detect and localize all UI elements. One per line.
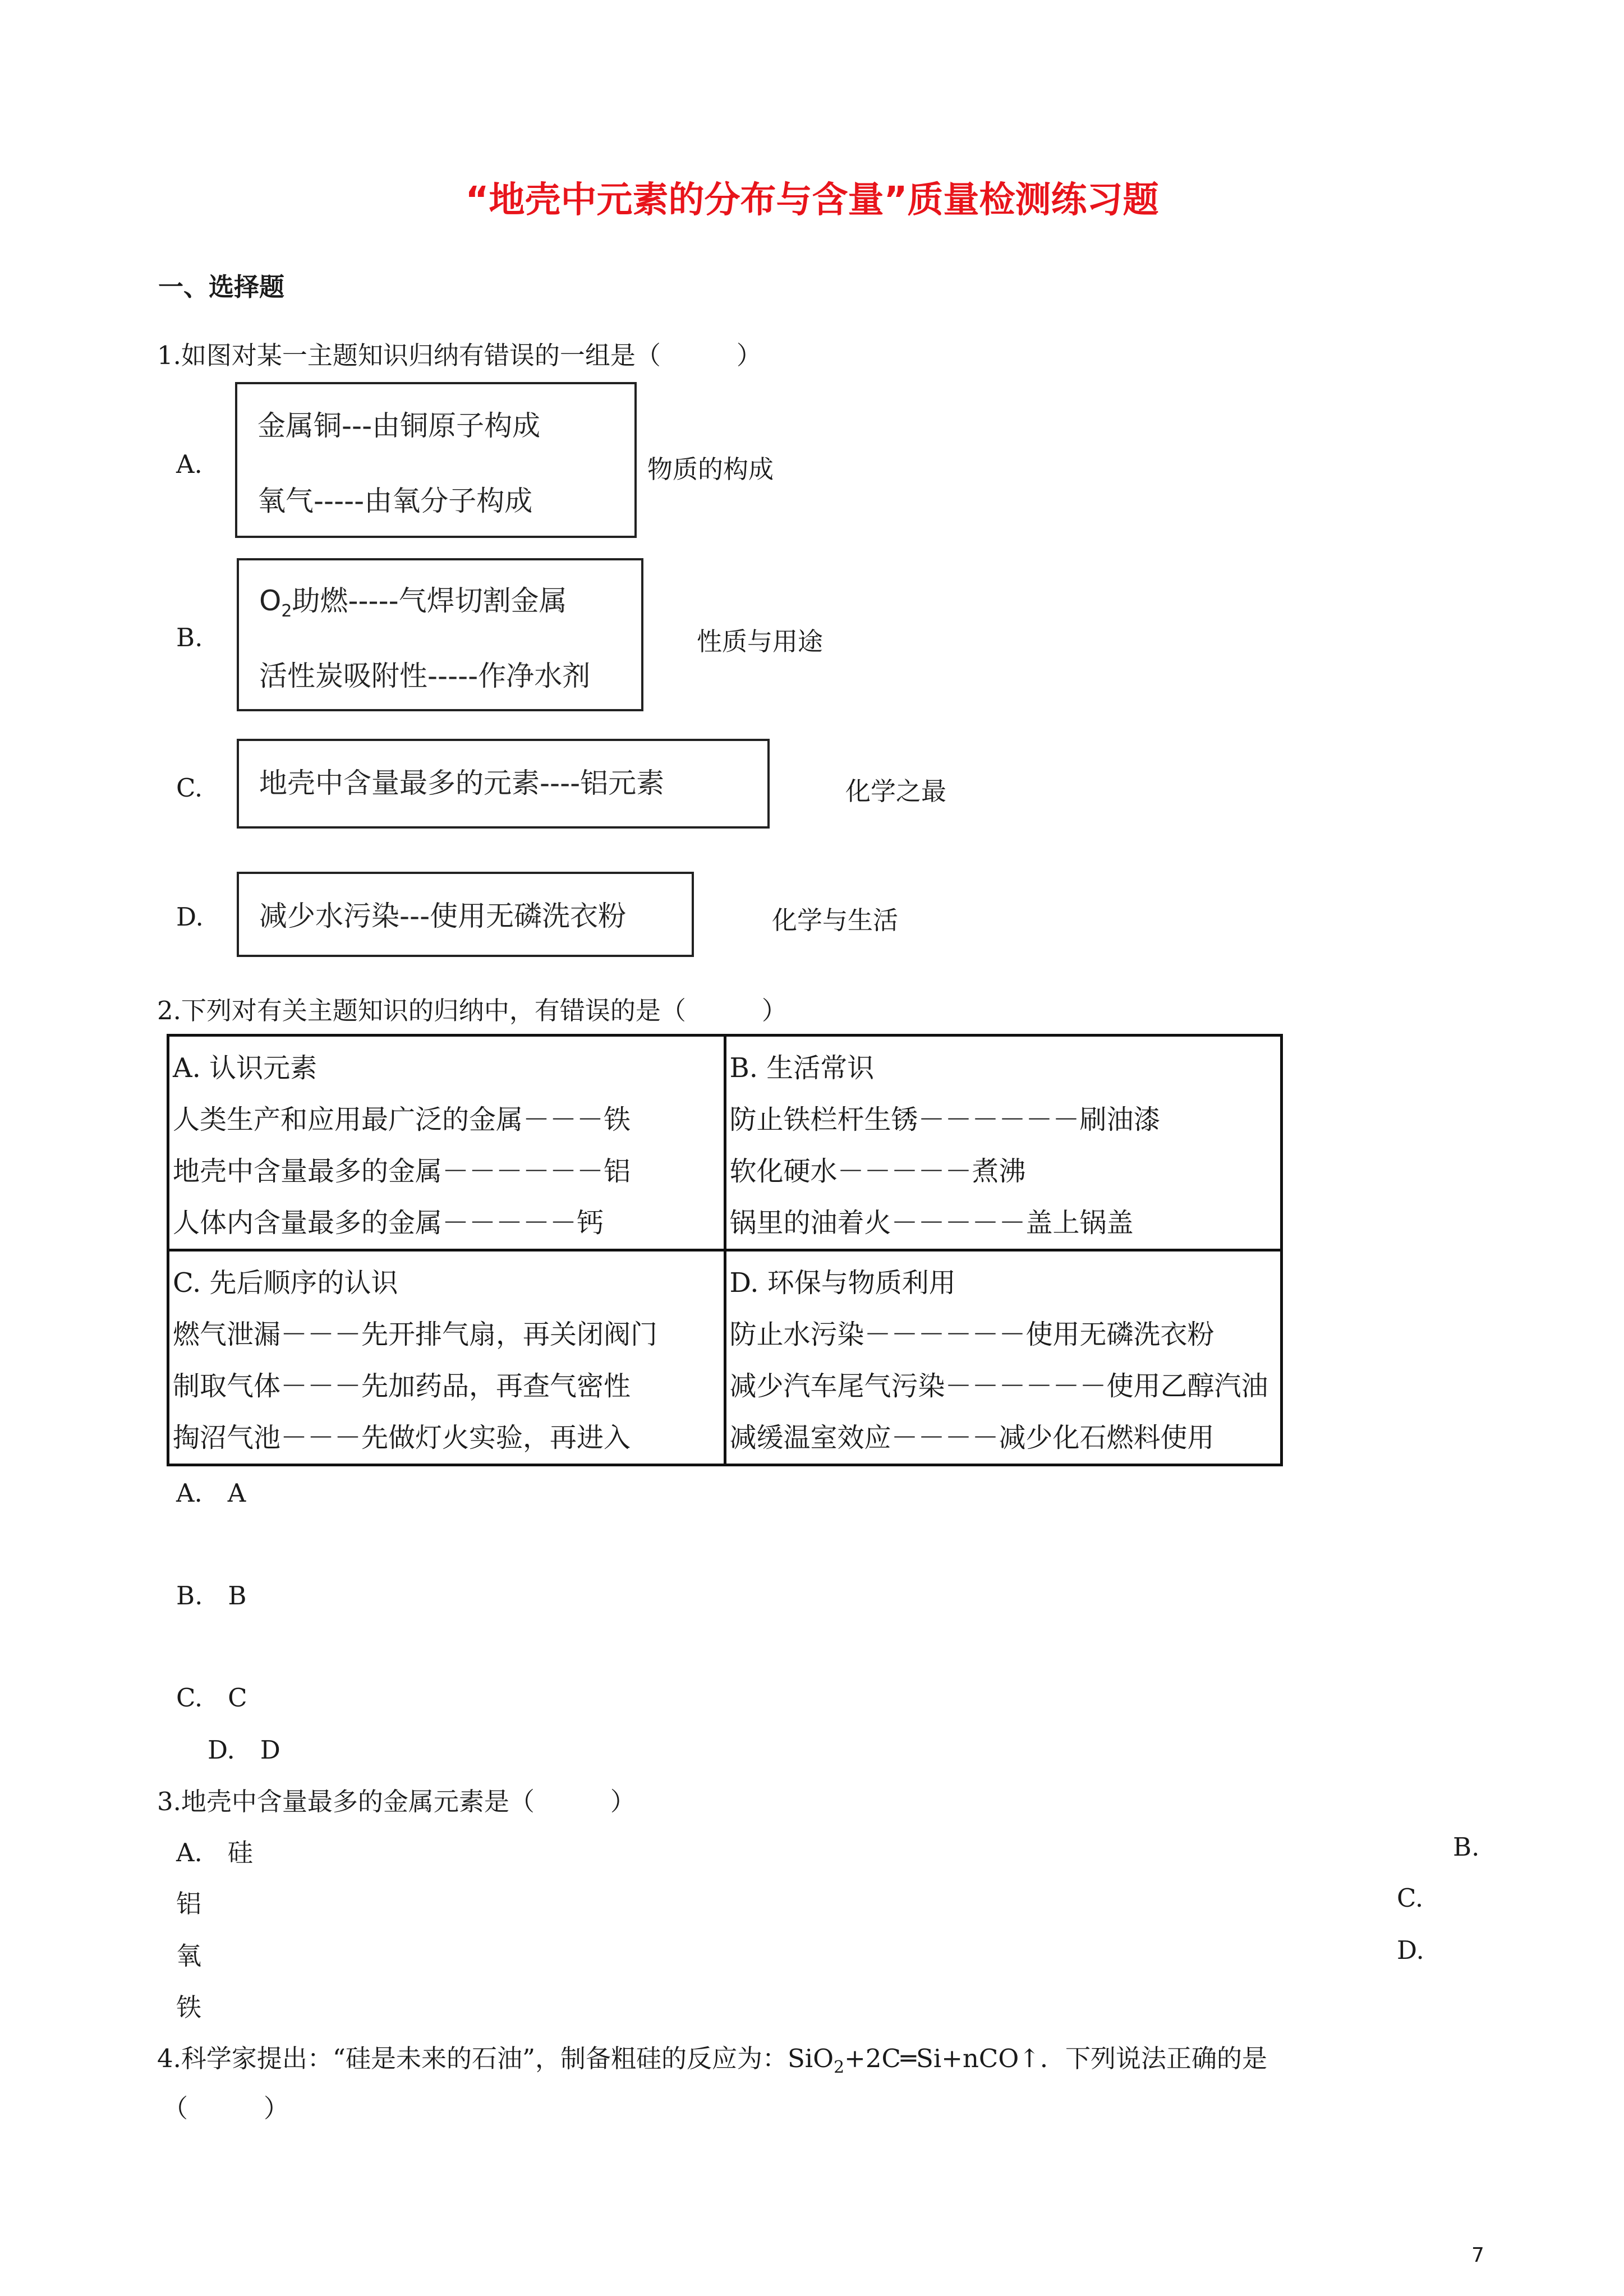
q4-answer-paren: （ ） — [163, 2093, 289, 2123]
q1-option-d-letter: D. — [176, 902, 204, 932]
q1-option-d-box — [237, 872, 694, 957]
table-row — [168, 1250, 1282, 1465]
q1-option-c-box — [237, 739, 770, 829]
q3-option-c-text: 氧 — [176, 1941, 202, 1971]
q1-b-line-2: 活性炭吸附性-----作净水剂 — [259, 660, 591, 692]
table-row — [168, 1036, 1282, 1250]
q3-option-a: A. 硅 — [176, 1838, 253, 1867]
q1-a-line-2: 氧气-----由氧分子构成 — [257, 485, 533, 517]
page-number: 7 — [1471, 2244, 1484, 2267]
q1-option-a-box — [235, 382, 637, 538]
q2-answer-d: D. D — [208, 1735, 280, 1765]
page-title: “地壳中元素的分布与含量”质量检测练习题 — [465, 180, 1159, 221]
q1-c-line-1: 地壳中含量最多的元素----铝元素 — [259, 767, 665, 799]
q1-option-d-caption: 化学与生活 — [772, 905, 899, 935]
q3-stem: 3.地壳中含量最多的金属元素是（ ） — [157, 1787, 636, 1816]
table-cell-c: C. 先后顺序的认识 燃气泄漏－－－先开排气扇，再关闭阀门 制取气体－－－先加药品，再查气密性 掏沼气池－－－先做灯火实验，再进入 — [168, 1250, 725, 1465]
q3-option-c-letter: C. — [1397, 1883, 1424, 1913]
q2-stem: 2.下列对有关主题知识的归纳中，有错误的是（ ） — [157, 996, 787, 1025]
q2-table — [167, 1034, 1283, 1466]
q2-answer-c: C. C — [176, 1683, 247, 1713]
q2-answer-a: A. A — [176, 1478, 246, 1508]
table-cell-b: B. 生活常识 防止铁栏杆生锈－－－－－－刷油漆 软化硬水－－－－－煮沸 锅里的油着火－－－－－盖上锅盖 — [725, 1036, 1282, 1250]
q1-option-b-box — [237, 558, 643, 711]
q1-d-line-1: 减少水污染---使用无磷洗衣粉 — [259, 900, 627, 932]
q4-stem: 4.科学家提出：“硅是未来的石油”，制备粗硅的反应为：SiO$_2$+2C═Si+nCO↑．下列说法正确的是 — [157, 2044, 1267, 2077]
q2-answer-b: B. B — [176, 1581, 247, 1611]
q1-option-a-letter: A. — [176, 449, 203, 479]
q1-option-b-letter: B. — [176, 623, 203, 652]
q1-b-line-1: $O_2$助燃-----气焊切割金属 — [259, 585, 567, 621]
q1-a-line-1: 金属铜---由铜原子构成 — [257, 409, 541, 442]
q1-option-a-caption: 物质的构成 — [647, 454, 774, 484]
q3-option-b-letter: B. — [1453, 1832, 1480, 1862]
q3-option-d-text: 铁 — [176, 1993, 202, 2022]
q1-option-c-letter: C. — [176, 773, 203, 803]
table-cell-a: A. 认识元素 人类生产和应用最广泛的金属－－－铁 地壳中含量最多的金属－－－－－－铝 人体内含量最多的金属－－－－－钙 — [168, 1036, 725, 1250]
q3-option-b-text: 铝 — [176, 1889, 202, 1918]
section-heading: 一、选择题 — [158, 272, 285, 302]
q1-option-b-caption: 性质与用途 — [697, 627, 823, 656]
q3-option-d-letter: D. — [1397, 1935, 1424, 1965]
q1-option-c-caption: 化学之最 — [845, 776, 947, 806]
q1-stem: 1.如图对某一主题知识归纳有错误的一组是（ ） — [157, 341, 762, 370]
table-cell-d: D. 环保与物质利用 防止水污染－－－－－－使用无磷洗衣粉 减少汽车尾气污染－－－－－－使用乙醇汽油 减缓温室效应－－－－减少化石燃料使用 — [725, 1250, 1282, 1465]
